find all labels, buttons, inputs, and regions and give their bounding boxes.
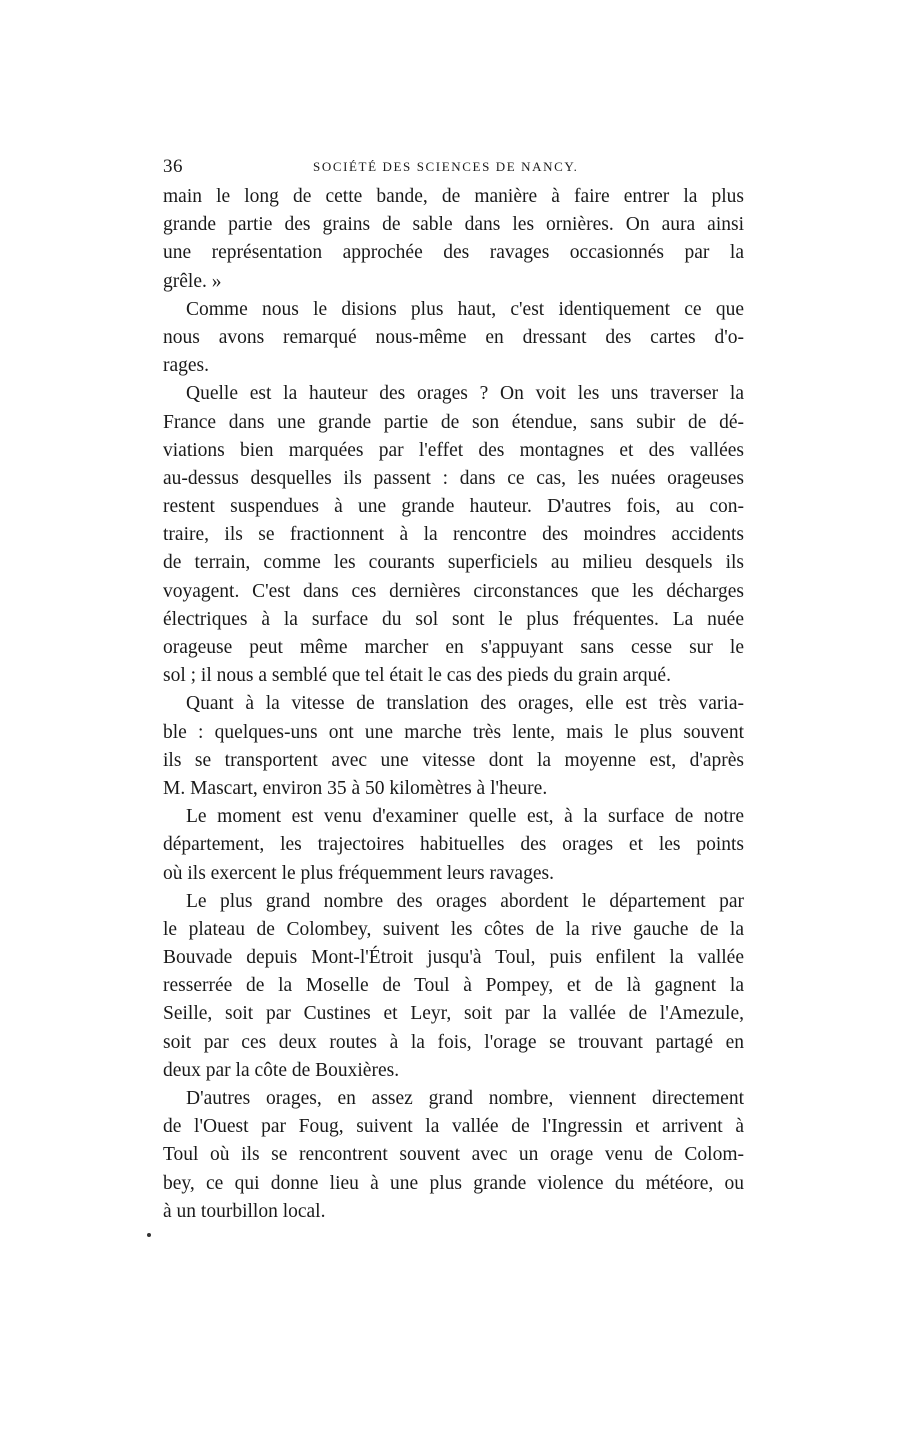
text-line: Seille, soit par Custines et Leyr, soit par la vallée de l'Amezule,: [163, 1003, 744, 1025]
text-line: où ils exercent le plus fréquemment leurs ravages.: [163, 862, 554, 884]
text-line: ble : quelques-uns ont une marche très lente, mais le plus souvent: [163, 721, 744, 743]
running-head: SOCIÉTÉ DES SCIENCES DE NANCY.: [313, 159, 579, 174]
text-line: main le long de cette bande, de manière à faire entrer la plus: [163, 186, 744, 207]
text-line: Toul où ils se rencontrent souvent avec un orage venu de Colom-: [163, 1144, 744, 1166]
text-line: une représentation approchée des ravages occasionnés par la: [163, 242, 744, 264]
text-line: département, les trajectoires habituelles des orages et les points: [163, 834, 744, 856]
text-line: rages.: [163, 355, 210, 377]
text-line: grande partie des grains de sable dans les ornières. On aura ainsi: [163, 214, 744, 236]
paragraph: [163, 183, 744, 296]
text-line: Quelle est la hauteur des orages ? On voit les uns traverser la: [186, 383, 744, 405]
text-line: viations bien marquées par l'effet des montagnes et des vallées: [163, 439, 744, 461]
text-line: Bouvade depuis Mont-l'Étroit jusqu'à Toul, puis enfilent la vallée: [163, 947, 744, 969]
text-line: électriques à la surface du sol sont le plus fréquentes. La nuée: [163, 608, 744, 630]
text-line: nous avons remarqué nous-même en dressant des cartes d'o-: [163, 326, 744, 348]
text-line: le plateau de Colombey, suivent les côtes de la rive gauche de la: [163, 918, 744, 940]
paragraph: [163, 1085, 744, 1226]
text-line: de terrain, comme les courants superficiels au milieu desquels ils: [163, 552, 744, 574]
text-line: ils se transportent avec une vitesse dont la moyenne est, d'après: [163, 749, 744, 771]
text-line: orageuse peut même marcher en s'appuyant sans cesse sur le: [163, 637, 744, 658]
text-line: Le moment est venu d'examiner quelle est, à la surface de notre: [186, 806, 744, 828]
text-line: M. Mascart, environ 35 à 50 kilomètres à l'heure.: [163, 777, 548, 799]
paragraph: [163, 296, 744, 381]
text-line: resserrée de la Moselle de Toul à Pompey, et de là gagnent la: [163, 975, 744, 997]
text-line: restent suspendues à une grande hauteur. D'autres fois, au con-: [163, 496, 744, 518]
text-line: sol ; il nous a semblé que tel était le cas des pieds du grain arqué.: [163, 665, 671, 687]
text-line: deux par la côte de Bouxières.: [163, 1059, 400, 1081]
text-line: soit par ces deux routes à la fois, l'orage se trouvant partagé en: [163, 1031, 744, 1053]
text-line: voyagent. C'est dans ces dernières circonstances que les décharges: [163, 580, 744, 602]
body-text: [163, 183, 744, 1226]
text-line: de l'Ouest par Foug, suivent la vallée de l'Ingressin et arrivent à: [163, 1116, 744, 1138]
text-line: bey, ce qui donne lieu à une plus grande violence du météore, ou: [163, 1172, 744, 1194]
paragraph: [163, 690, 744, 803]
text-line: D'autres orages, en assez grand nombre, viennent directement: [186, 1088, 744, 1109]
text-line: à un tourbillon local.: [163, 1200, 326, 1222]
page-number: 36: [163, 156, 183, 177]
text-line: Quant à la vitesse de translation des orages, elle est très varia-: [186, 693, 744, 715]
paragraph: [163, 380, 744, 690]
page-header: [163, 156, 743, 178]
paragraph: [163, 888, 744, 1085]
text-line: grêle. »: [163, 270, 222, 292]
ink-speck: [147, 1233, 151, 1237]
paragraph: [163, 803, 744, 888]
text-line: traire, ils se fractionnent à la rencontre des moindres accidents: [163, 524, 744, 546]
text-line: France dans une grande partie de son étendue, sans subir de dé-: [163, 411, 744, 433]
text-line: au-dessus desquelles ils passent : dans ce cas, les nuées orageuses: [163, 467, 744, 489]
text-line: Comme nous le disions plus haut, c'est identiquement ce que: [186, 298, 744, 320]
text-line: Le plus grand nombre des orages abordent le département par: [186, 890, 744, 912]
